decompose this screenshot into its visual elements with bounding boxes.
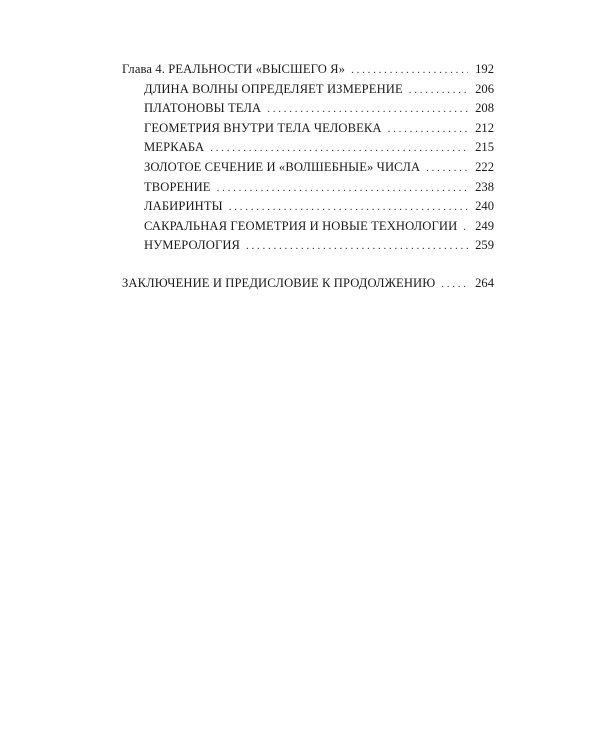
- dot-leader: [388, 120, 468, 140]
- toc-entry-title: ЛАБИРИНТЫ: [144, 199, 223, 214]
- toc-entry-page: 264: [475, 275, 494, 290]
- toc-entry-golden-ratio: [122, 158, 494, 178]
- toc-entry-labyrinths: [122, 197, 494, 217]
- toc-entry-chapter-4: [122, 60, 494, 80]
- toc-entry-page: 206: [475, 81, 494, 96]
- toc-entry-page: 259: [475, 238, 494, 253]
- toc-entry-title: НУМЕРОЛОГИЯ: [144, 238, 241, 253]
- toc-entry-merkaba: [122, 138, 494, 158]
- toc-entry-page: 192: [475, 62, 494, 76]
- toc-entry-title: ГЕОМЕТРИЯ ВНУТРИ ТЕЛА ЧЕЛОВЕКА: [144, 120, 382, 135]
- dot-leader: [217, 179, 468, 199]
- toc-entry-creation: [122, 178, 494, 198]
- toc-entry-sacred-geometry: [122, 217, 494, 237]
- dot-leader: [229, 198, 468, 218]
- toc-entry-numerology: [122, 236, 494, 256]
- toc-entry-platonic-solids: [122, 99, 494, 119]
- toc-entry-title: ТВОРЕНИЕ: [144, 179, 211, 194]
- toc-entry-page: 215: [475, 140, 494, 155]
- toc-entry-page: 238: [475, 179, 494, 194]
- toc-entry-title: ЗОЛОТОЕ СЕЧЕНИЕ И «ВОЛШЕБНЫЕ» ЧИСЛА: [144, 159, 421, 174]
- dot-leader: [426, 159, 468, 179]
- toc-entry-title: ДЛИНА ВОЛНЫ ОПРЕДЕЛЯЕТ ИЗМЕРЕНИЕ: [144, 81, 403, 96]
- toc-entry-wavelength: [122, 80, 494, 100]
- toc-entry-conclusion: [122, 274, 494, 294]
- toc-entry-title: ЗАКЛЮЧЕНИЕ И ПРЕДИСЛОВИЕ К ПРОДОЛЖЕНИЮ: [122, 275, 436, 290]
- toc-entry-page: 249: [475, 218, 494, 233]
- toc-entry-title: МЕРКАБА: [144, 140, 205, 155]
- toc-entry-title: Глава 4. РЕАЛЬНОСТИ «ВЫСШЕГО Я»: [122, 62, 346, 76]
- table-of-contents: [122, 60, 494, 294]
- dot-leader: [210, 139, 468, 159]
- toc-entry-page: 212: [475, 120, 494, 135]
- dot-leader: [267, 100, 468, 120]
- dot-leader: [351, 61, 468, 81]
- dot-leader: [409, 81, 468, 101]
- toc-entry-page: 208: [475, 101, 494, 116]
- toc-entry-body-geometry: [122, 119, 494, 139]
- dot-leader: [246, 237, 468, 257]
- toc-entry-page: 240: [475, 199, 494, 214]
- dot-leader: [463, 218, 468, 238]
- dot-leader: [441, 275, 468, 295]
- toc-entry-title: ПЛАТОНОВЫ ТЕЛА: [144, 101, 262, 116]
- toc-entry-title: САКРАЛЬНАЯ ГЕОМЕТРИЯ И НОВЫЕ ТЕХНОЛОГИИ: [144, 218, 458, 233]
- toc-entry-page: 222: [475, 159, 494, 174]
